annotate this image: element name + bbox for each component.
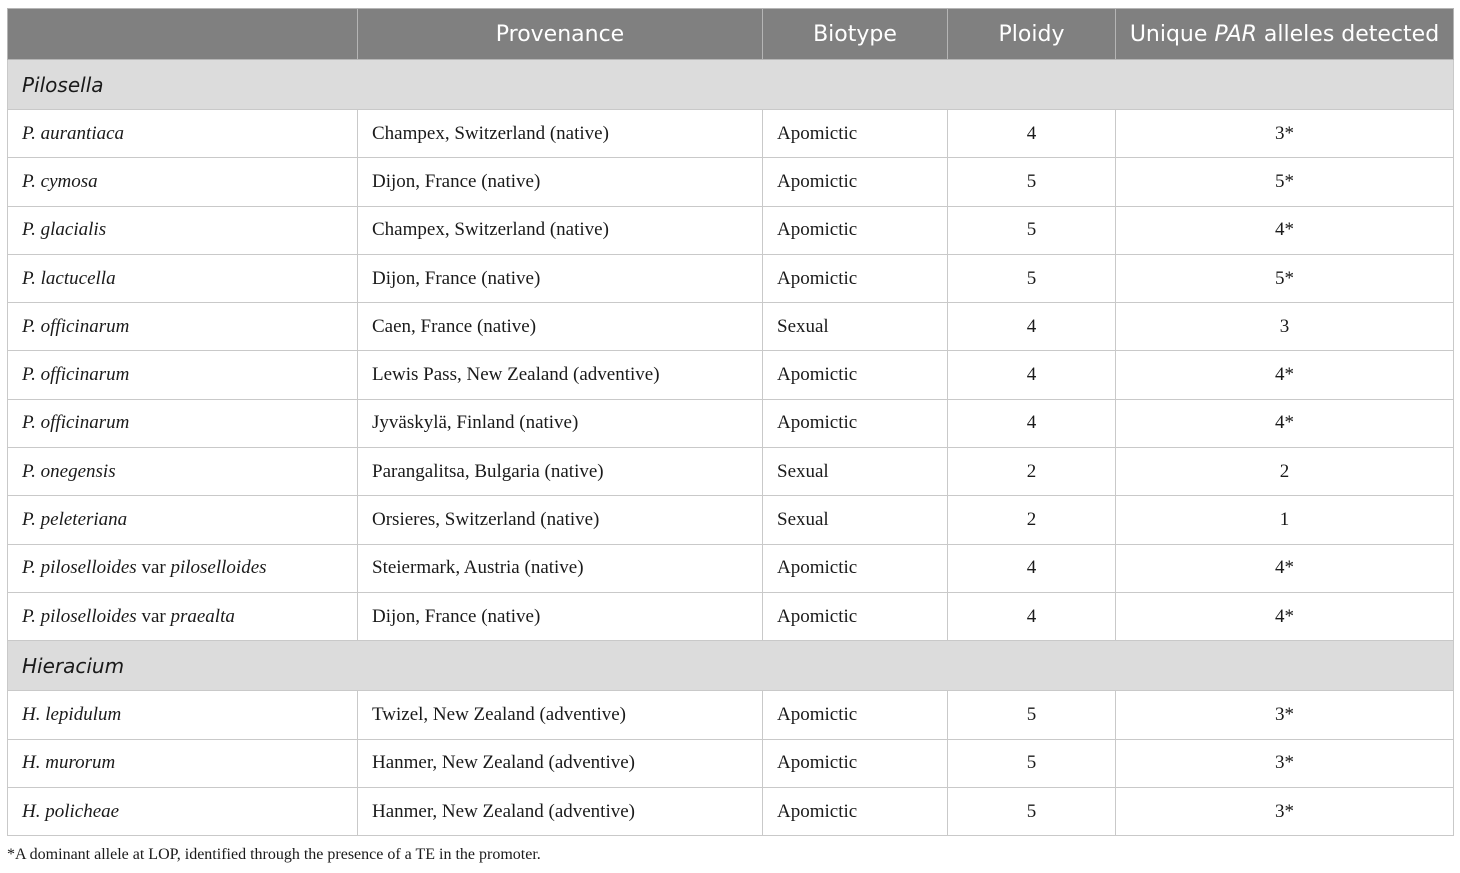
group-label: Pilosella — [8, 60, 1454, 110]
header-row — [8, 9, 1454, 60]
header-alleles-prefix: Unique — [1129, 21, 1215, 47]
header-ploidy: Ploidy — [948, 9, 1116, 60]
table-row — [8, 787, 1454, 835]
group-row — [8, 641, 1454, 691]
provenance-cell: Dijon, France (native) — [358, 254, 763, 302]
group-label: Hieracium — [8, 641, 1454, 691]
biotype-cell: Apomictic — [763, 254, 948, 302]
biotype-cell: Apomictic — [763, 787, 948, 835]
ploidy-cell: 5 — [948, 254, 1116, 302]
species-cell — [8, 544, 358, 592]
header-species — [8, 9, 358, 60]
alleles-cell: 3* — [1116, 110, 1454, 158]
species-cell: H. murorum — [8, 739, 358, 787]
header-biotype: Biotype — [763, 9, 948, 60]
table-row — [8, 158, 1454, 206]
variety-marker: var — [136, 605, 171, 627]
provenance-cell: Steiermark, Austria (native) — [358, 544, 763, 592]
table-body — [8, 60, 1454, 836]
species-cell: P. officinarum — [8, 351, 358, 399]
ploidy-cell: 4 — [948, 399, 1116, 447]
alleles-cell: 3* — [1116, 739, 1454, 787]
ploidy-cell: 5 — [948, 158, 1116, 206]
species-table — [7, 8, 1454, 836]
provenance-cell: Parangalitsa, Bulgaria (native) — [358, 448, 763, 496]
species-cell: P. officinarum — [8, 303, 358, 351]
table-row — [8, 544, 1454, 592]
variety-name: praealta — [170, 605, 235, 627]
variety-marker: var — [136, 557, 171, 579]
ploidy-cell: 2 — [948, 448, 1116, 496]
header-alleles — [1116, 9, 1454, 60]
biotype-cell: Apomictic — [763, 206, 948, 254]
ploidy-cell: 4 — [948, 592, 1116, 640]
provenance-cell: Dijon, France (native) — [358, 592, 763, 640]
table-row — [8, 351, 1454, 399]
species-cell: P. lactucella — [8, 254, 358, 302]
biotype-cell: Sexual — [763, 496, 948, 544]
ploidy-cell: 5 — [948, 206, 1116, 254]
provenance-cell: Caen, France (native) — [358, 303, 763, 351]
species-cell: P. officinarum — [8, 399, 358, 447]
provenance-cell: Jyväskylä, Finland (native) — [358, 399, 763, 447]
ploidy-cell: 4 — [948, 303, 1116, 351]
biotype-cell: Apomictic — [763, 110, 948, 158]
species-cell: P. aurantiaca — [8, 110, 358, 158]
provenance-cell: Hanmer, New Zealand (adventive) — [358, 739, 763, 787]
ploidy-cell: 5 — [948, 691, 1116, 739]
alleles-cell: 1 — [1116, 496, 1454, 544]
alleles-cell: 4* — [1116, 544, 1454, 592]
species-cell: P. glacialis — [8, 206, 358, 254]
table-row — [8, 739, 1454, 787]
biotype-cell: Apomictic — [763, 351, 948, 399]
table-row — [8, 110, 1454, 158]
biotype-cell: Sexual — [763, 448, 948, 496]
alleles-cell: 4* — [1116, 351, 1454, 399]
table-row — [8, 303, 1454, 351]
provenance-cell: Champex, Switzerland (native) — [358, 206, 763, 254]
species-cell: H. policheae — [8, 787, 358, 835]
variety-name: piloselloides — [170, 557, 267, 579]
alleles-cell: 4* — [1116, 592, 1454, 640]
ploidy-cell: 2 — [948, 496, 1116, 544]
alleles-cell: 4* — [1116, 399, 1454, 447]
header-alleles-suffix: alleles detected — [1256, 21, 1440, 47]
alleles-cell: 4* — [1116, 206, 1454, 254]
alleles-cell: 3 — [1116, 303, 1454, 351]
biotype-cell: Apomictic — [763, 399, 948, 447]
table-row — [8, 399, 1454, 447]
table-row — [8, 254, 1454, 302]
species-cell: P. peleteriana — [8, 496, 358, 544]
table-footnote: *A dominant allele at LOP, identified through the presence of a TE in the promoter. — [7, 846, 541, 863]
biotype-cell: Apomictic — [763, 592, 948, 640]
species-cell: P. cymosa — [8, 158, 358, 206]
provenance-cell: Twizel, New Zealand (adventive) — [358, 691, 763, 739]
table-row — [8, 592, 1454, 640]
provenance-cell: Hanmer, New Zealand (adventive) — [358, 787, 763, 835]
species-cell: P. onegensis — [8, 448, 358, 496]
biotype-cell: Apomictic — [763, 158, 948, 206]
ploidy-cell: 5 — [948, 787, 1116, 835]
provenance-cell: Dijon, France (native) — [358, 158, 763, 206]
biotype-cell: Apomictic — [763, 739, 948, 787]
biotype-cell: Apomictic — [763, 691, 948, 739]
alleles-cell: 3* — [1116, 691, 1454, 739]
header-provenance: Provenance — [358, 9, 763, 60]
table-row — [8, 206, 1454, 254]
table-row — [8, 691, 1454, 739]
alleles-cell: 3* — [1116, 787, 1454, 835]
species-name: P. piloselloides — [22, 605, 137, 627]
provenance-cell: Champex, Switzerland (native) — [358, 110, 763, 158]
provenance-cell: Lewis Pass, New Zealand (adventive) — [358, 351, 763, 399]
provenance-cell: Orsieres, Switzerland (native) — [358, 496, 763, 544]
species-cell: H. lepidulum — [8, 691, 358, 739]
ploidy-cell: 5 — [948, 739, 1116, 787]
biotype-cell: Sexual — [763, 303, 948, 351]
alleles-cell: 5* — [1116, 254, 1454, 302]
header-alleles-italic: PAR — [1214, 21, 1257, 47]
species-cell — [8, 592, 358, 640]
table-row — [8, 448, 1454, 496]
group-row — [8, 60, 1454, 110]
ploidy-cell: 4 — [948, 351, 1116, 399]
ploidy-cell: 4 — [948, 544, 1116, 592]
biotype-cell: Apomictic — [763, 544, 948, 592]
table-row — [8, 496, 1454, 544]
species-name: P. piloselloides — [22, 557, 137, 579]
alleles-cell: 2 — [1116, 448, 1454, 496]
ploidy-cell: 4 — [948, 110, 1116, 158]
alleles-cell: 5* — [1116, 158, 1454, 206]
